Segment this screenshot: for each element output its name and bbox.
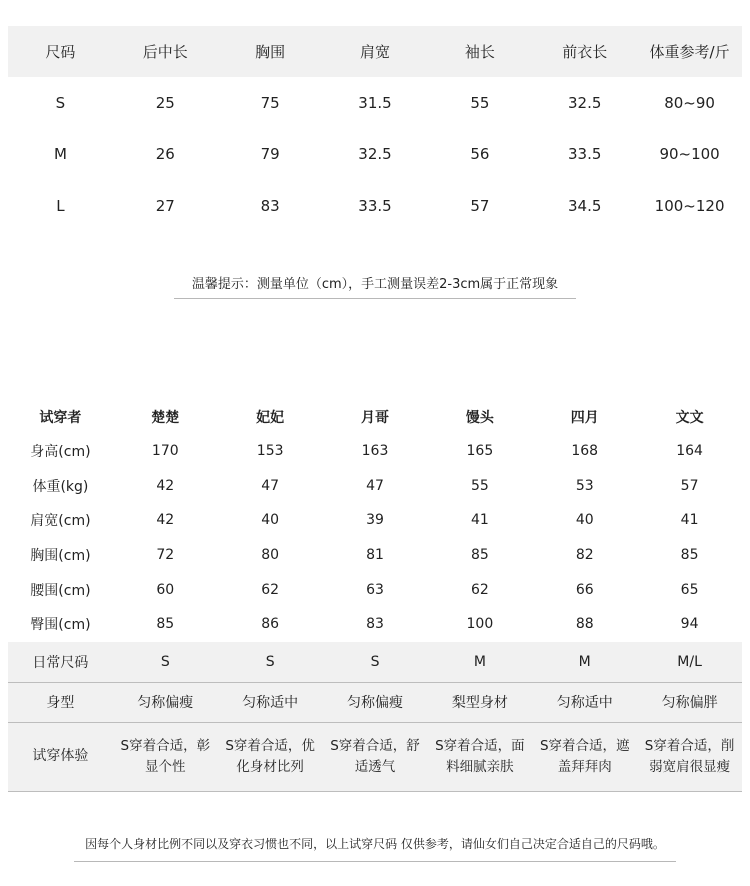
size-table-header <box>8 26 742 77</box>
table-cell: 25 <box>155 93 175 112</box>
table-cell: 梨型身材 <box>451 695 508 712</box>
table-cell: 33.5 <box>568 145 602 164</box>
header-cell: 肩宽 <box>360 43 391 61</box>
table-cell: 85 <box>470 547 489 564</box>
table-cell: 165 <box>466 443 494 460</box>
header-cell: 后中长 <box>142 43 188 61</box>
table-cell: 32.5 <box>358 145 392 164</box>
table-cell: 80~90 <box>664 93 715 112</box>
table-cell: 55 <box>470 477 489 494</box>
size-table <box>8 26 742 232</box>
header-cell: 月哥 <box>361 410 389 426</box>
tester-row-waist <box>8 572 742 607</box>
table-cell: S <box>265 653 275 670</box>
header-cell: 体重参考/斤 <box>649 43 730 61</box>
table-cell: S穿着合适，舒适透气 <box>330 737 420 775</box>
table-cell: 164 <box>676 443 703 460</box>
table-cell: 日常尺码 <box>32 654 89 671</box>
table-cell: 体重(kg) <box>32 478 89 495</box>
table-cell: 42 <box>156 512 175 529</box>
header-cell: 胸围 <box>255 43 286 61</box>
table-cell: 100 <box>466 616 494 633</box>
tester-row-experience <box>8 723 742 792</box>
reference-tip-text: 因每个人身材比例不同以及穿衣习惯也不同，以上试穿尺码 仅供参考，请仙女们自己决定合适自己的尺码哦。 <box>74 835 676 862</box>
table-cell: 66 <box>575 581 594 598</box>
table-cell: 匀称偏瘦 <box>347 695 403 712</box>
table-cell: M/L <box>677 653 702 670</box>
table-cell: 85 <box>156 616 175 633</box>
table-cell: 57 <box>470 196 490 215</box>
table-cell: 62 <box>470 581 489 598</box>
size-row-m <box>8 129 742 181</box>
tester-row-daily-size <box>8 642 742 683</box>
table-cell: 94 <box>680 616 699 633</box>
table-cell: 153 <box>256 443 284 460</box>
table-cell: 100~120 <box>654 196 725 215</box>
table-cell: 匀称偏胖 <box>661 695 718 712</box>
table-cell: S穿着合适，面料细腻亲肤 <box>435 737 525 775</box>
header-cell: 文文 <box>675 410 704 426</box>
tester-row-shoulder <box>8 503 742 538</box>
table-cell: 47 <box>366 477 384 494</box>
header-cell: 四月 <box>570 410 599 426</box>
table-cell: 80 <box>261 547 280 564</box>
table-cell: 41 <box>470 512 489 529</box>
table-cell: 26 <box>155 145 175 164</box>
table-cell: 40 <box>575 512 594 529</box>
table-cell: S穿着合适，削弱宽肩很显瘦 <box>644 737 735 775</box>
table-cell: 86 <box>261 616 280 633</box>
table-cell: 匀称适中 <box>556 695 613 712</box>
table-cell: 胸围(cm) <box>30 548 91 565</box>
table-cell: 34.5 <box>568 196 602 215</box>
measurement-tip-text: 温馨提示：测量单位（cm），手工测量误差2-3cm属于正常现象 <box>174 273 576 299</box>
header-cell: 妃妃 <box>256 410 285 426</box>
table-cell: 56 <box>470 145 490 164</box>
table-cell: 47 <box>261 477 280 494</box>
table-cell: 88 <box>575 616 594 633</box>
table-cell: M <box>578 653 591 670</box>
table-cell: 53 <box>575 477 594 494</box>
table-cell: 40 <box>261 512 280 529</box>
table-cell: M <box>473 653 486 670</box>
tester-row-body-type <box>8 683 742 723</box>
table-cell: 27 <box>155 196 175 215</box>
table-cell: 肩宽(cm) <box>30 513 91 530</box>
tester-row-weight <box>8 469 742 504</box>
table-cell: 腰围(cm) <box>30 582 91 599</box>
table-cell: 试穿体验 <box>32 748 89 765</box>
table-cell: 42 <box>156 477 175 494</box>
table-cell: 81 <box>366 547 384 564</box>
size-row-l <box>8 180 742 232</box>
tester-row-hip <box>8 607 742 642</box>
tester-row-height <box>8 434 742 469</box>
header-cell: 尺码 <box>45 43 76 61</box>
table-cell: 85 <box>680 547 699 564</box>
size-row-s <box>8 77 742 129</box>
table-cell: 170 <box>151 443 179 460</box>
table-cell: S穿着合适，遮盖拜拜肉 <box>539 737 630 775</box>
table-cell: S <box>370 653 380 670</box>
table-cell: 72 <box>156 547 175 564</box>
table-cell: 臀围(cm) <box>30 617 91 634</box>
table-cell: 79 <box>260 145 280 164</box>
table-cell: 55 <box>470 93 490 112</box>
table-cell: S穿着合适，彰显个性 <box>120 737 211 775</box>
table-cell: 83 <box>260 196 280 215</box>
table-cell: 62 <box>261 581 280 598</box>
table-cell: 33.5 <box>358 196 392 215</box>
table-cell: 65 <box>680 581 699 598</box>
table-cell: 83 <box>366 616 384 633</box>
table-cell: 身高(cm) <box>30 444 91 461</box>
tester-table-header <box>8 400 742 434</box>
header-cell: 馒头 <box>465 410 494 426</box>
table-cell: 60 <box>156 581 175 598</box>
table-cell: 63 <box>366 581 384 598</box>
table-cell: 90~100 <box>659 145 720 164</box>
table-cell: 75 <box>260 93 280 112</box>
tester-table <box>8 400 742 792</box>
table-cell: 匀称偏瘦 <box>137 695 194 712</box>
header-cell: 前衣长 <box>562 43 608 61</box>
table-cell: 168 <box>571 443 599 460</box>
measurement-tip <box>0 273 750 299</box>
table-cell: S穿着合适，优化身材比列 <box>225 737 315 775</box>
header-cell: 袖长 <box>464 43 495 61</box>
table-cell: S <box>160 653 170 670</box>
table-cell: 163 <box>361 443 389 460</box>
table-cell: 匀称适中 <box>242 695 299 712</box>
tester-row-bust <box>8 538 742 573</box>
table-cell: 57 <box>680 477 699 494</box>
table-cell: 82 <box>575 547 594 564</box>
table-cell: M <box>53 145 67 164</box>
table-cell: 身型 <box>46 695 75 712</box>
header-cell: 楚楚 <box>151 410 180 426</box>
table-cell: L <box>56 196 65 215</box>
table-cell: 39 <box>366 512 384 529</box>
table-cell: S <box>55 93 66 112</box>
table-cell: 32.5 <box>568 93 602 112</box>
header-cell: 试穿者 <box>39 410 82 426</box>
table-cell: 31.5 <box>358 93 392 112</box>
table-cell: 41 <box>680 512 699 529</box>
reference-tip <box>0 833 750 862</box>
